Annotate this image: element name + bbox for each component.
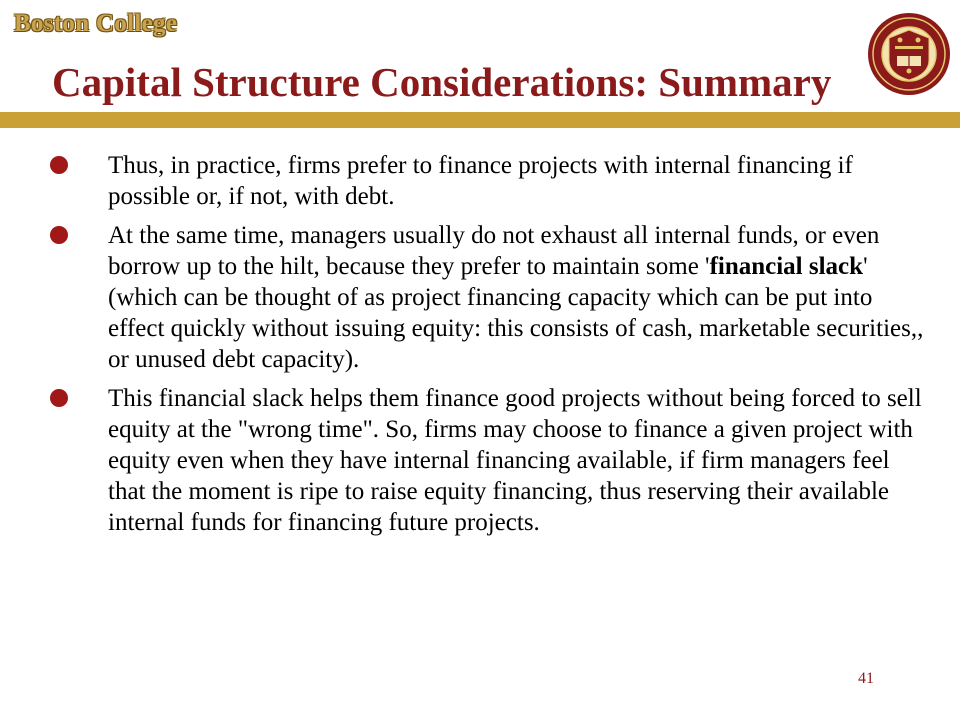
title-divider (0, 112, 960, 128)
bullet-text-emphasis: financial slack (709, 253, 864, 280)
page-title: Capital Structure Considerations: Summary (52, 59, 832, 105)
bullet-dot-icon (50, 226, 68, 244)
bullet-dot-icon (50, 156, 68, 174)
list-item (50, 150, 930, 212)
list-item (50, 220, 930, 375)
bullet-text: Thus, in practice, firms prefer to finance projects with internal financing if possible or, if not, with debt. (108, 152, 853, 210)
bullet-list (50, 150, 930, 546)
bullet-text-post: ' (which can be thought of as project financing capacity which can be put into effect quickly without issuing equity: this consists of cash, marketable securities,, or unused debt capacity). (108, 253, 924, 373)
bullet-text: This financial slack helps them finance good projects without being forced to sell equity at the "wrong time". So, firms may choose to finance a given project with equity even when they have internal financing available, if firm managers feel that the moment is ripe to raise equity financing, thus reserving their available internal funds for financing future projects. (108, 385, 922, 536)
brand-logo-text: Boston College (14, 10, 178, 37)
boston-college-seal-icon (867, 12, 951, 96)
bullet-dot-icon (50, 389, 68, 407)
list-item (50, 383, 930, 538)
page-number: 41 (858, 670, 874, 687)
bullet-text-pre: At the same time, managers usually do not exhaust all internal funds, or even borrow up to the hilt, because they prefer to maintain some ' (108, 222, 880, 280)
